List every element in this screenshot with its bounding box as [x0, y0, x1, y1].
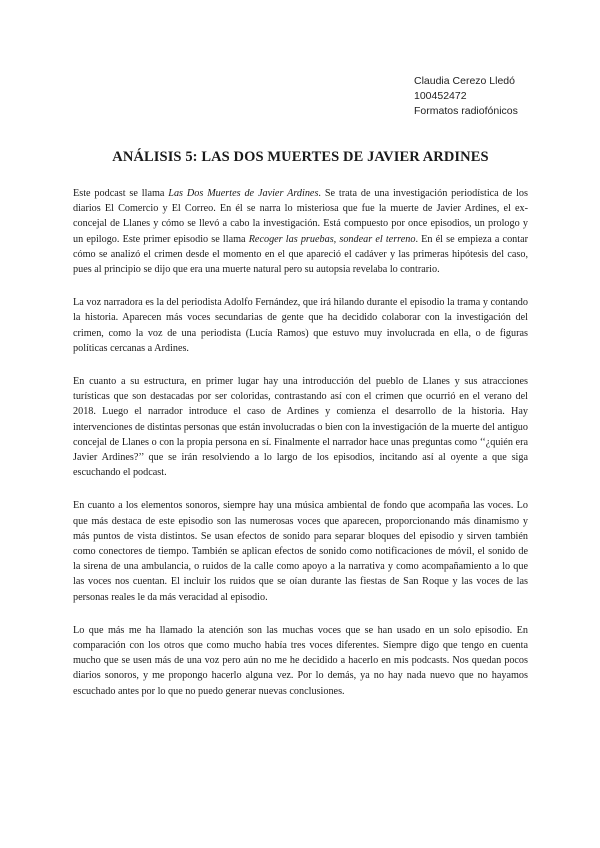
document-body — [73, 186, 528, 717]
document-title: ANÁLISIS 5: LAS DOS MUERTES DE JAVIER ARDINES — [112, 149, 489, 165]
intro-text-a: Este podcast se llama — [73, 188, 169, 199]
student-id: 100452472 — [414, 90, 467, 102]
paragraph-conclusion: Lo que más me ha llamado la atención son las muchas voces que se han usado en un solo episodio. En comparación con los otros que como mucho había tres voces diferentes. Siempre digo que tengo en cuenta mucho que se usen más de una voz pero aún no me he decidido a hacerlo en mis podcasts. Nos quedan pocos diarios sonoros, y me propongo hacerlo alguna vez. Por lo demás, ya no hay nada nuevo que no hayamos escuchado antes por lo que no puedo generar nuevas conclusiones. — [73, 624, 528, 697]
document-header — [414, 74, 584, 119]
podcast-title-italic: Las Dos Muertes de Javier Ardines — [168, 188, 319, 199]
intro-text-e: . En él se empieza a contar cómo se analizó el crimen desde el momento en el que apareció el cadáver y las primeras hipótesis del caso, pues al principio se dijo que era una muerte natural pero su autopsia revelaba lo contrario. — [73, 233, 528, 276]
paragraph-narrator: La voz narradora es la del periodista Adolfo Fernández, que irá hilando durante el episodio la trama y contando la historia. Aparecen más voces secundarias de gente que ha decidido colaborar con la investigación del crimen, como la voz de una periodista (Lucía Ramos) que estuvo muy involucrada en ella, o de figuras políticas cercanas a Ardines. — [73, 297, 528, 354]
paragraph-intro — [73, 186, 528, 277]
intro-text-c: . Se trata de una investigación periodística de los diarios El Comercio y El Correo. En él se narra lo misteriosa que fue la muerte de Javier Ardines, el ex-concejal de Llanes y cómo se llevó a cabo la investigación. Está compuesto por once episodios, un prologo y un epilogo. Este primer episodio se llama — [73, 188, 528, 245]
author-name: Claudia Cerezo Lledó — [414, 75, 515, 87]
paragraph-sound: En cuanto a los elementos sonoros, siempre hay una música ambiental de fondo que acompaña las voces. Lo que más destaca de este episodio son las numerosas voces que aparecen, proporcionando más dinamismo y más puntos de vista distintos. Se usan efectos de sonido para separar bloques del episodio y sirven también como conectores de tiempo. También se aplican efectos de sonido como notificaciones de móvil, el sonido de la sirena de una ambulancia, o ruidos de la calle como apoyo a la narrativa y como acompañamiento a lo que las voces nos cuentan. El incluir los ruidos que se oían durante las fiestas de San Roque y las voces de las personas reales le da más veracidad al episodio. — [73, 500, 528, 603]
episode-title-italic: Recoger las pruebas, sondear el terreno — [248, 233, 416, 245]
course-name: Formatos radiofónicos — [414, 105, 518, 117]
paragraph-structure: En cuanto a su estructura, en primer lugar hay una introducción del pueblo de Llanes y sus atracciones turísticas que son destacadas por ser coloridas, contrastando así con el crimen que ocurrió en el verano del 2018. Luego el narrador introduce el caso de Ardines y comienza el desarrollo de la historia. Hay intervenciones de distintas personas que están involucradas o bien con la investigación de la muerte del antiguo concejal de Llanes o con la propia persona en sí. Finalmente el narrador hace unas preguntas como ‘‘¿quién era Javier Ardines?’’ que se irán resolviendo a lo largo de los episodios, incitando así al oyente a que siga escuchando el podcast. — [73, 376, 528, 479]
